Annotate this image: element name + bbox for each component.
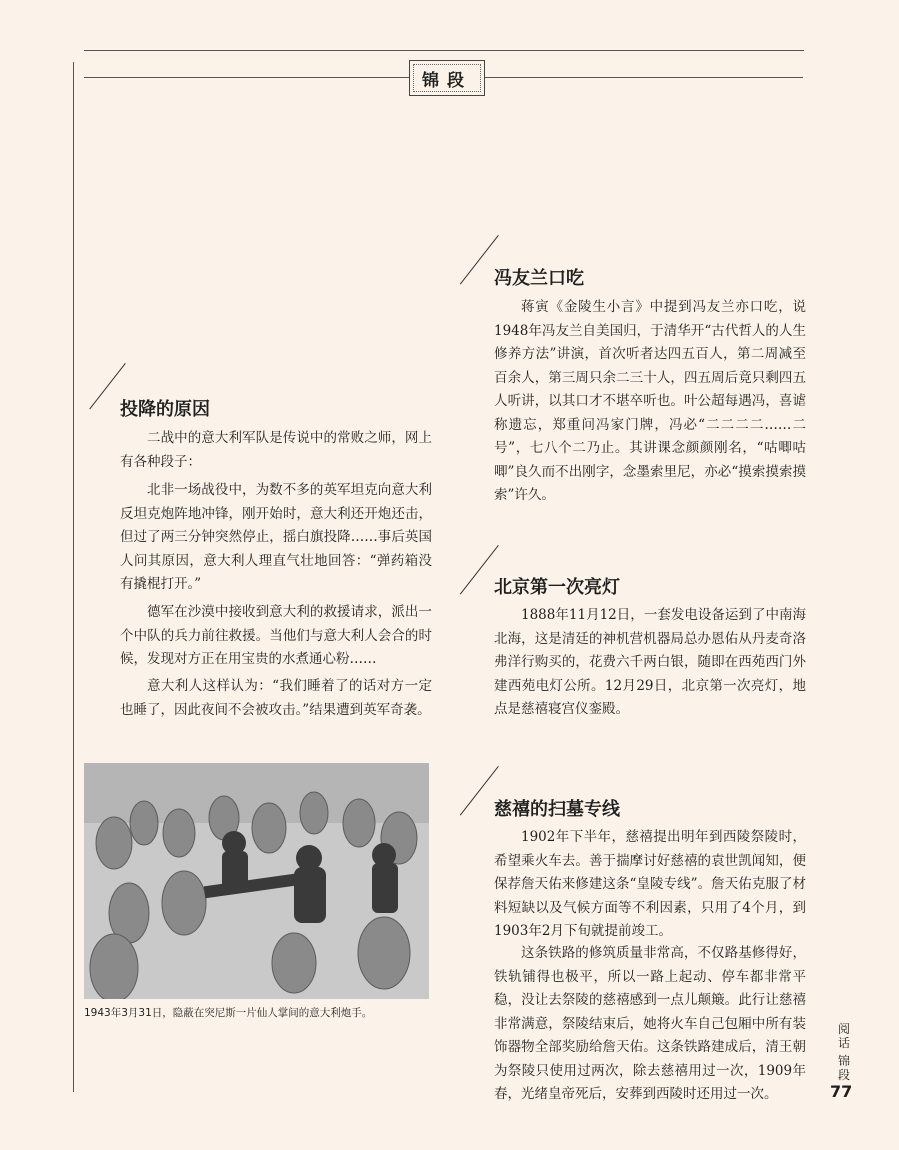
paragraph: 1902年下半年，慈禧提出明年到西陵祭陵时，希望乘火车去。善于揣摩讨好慈禧的袁世凯闻知，便保荐詹天佑来修建这条“皇陵专线”。詹天佑克服了材料短缺以及气候方面等不利因素，只用了4个月，到1903年2月下旬就提前竣工。 [494,829,806,939]
header-rule-left [84,77,409,78]
column-label [836,1022,852,1082]
historical-photo [84,763,429,999]
section-title-surrender: 投降的原因 [120,399,210,420]
photo-caption: 1943年3月31日，隐蔽在突尼斯一片仙人掌间的意大利炮手。 [84,1007,373,1019]
section-header-title: 锦段 [422,70,472,91]
top-rule [84,50,804,51]
paragraph: 二战中的意大利军队是传说中的常败之师，网上有各种段子： [120,430,432,470]
header-rule-right [483,77,803,78]
section-slash-mark [460,766,499,815]
column-label-bottom: 锦段 [837,1054,850,1082]
paragraph: 德军在沙漠中接收到意大利的救援请求，派出一个中队的兵力前往救援。当他们与意大利人会合的时候，发现对方正在用宝贵的水煮通心粉…… [120,604,432,667]
paragraph: 北非一场战役中，为数不多的英军坦克向意大利反坦克炮阵地冲锋，刚开始时，意大利还开炮还击，但过了两三分钟突然停止，摇白旗投降……事后英国人问其原因，意大利人理直气壮地回答：“弹药箱没有撬棍打开。” [120,482,432,592]
column-label-top: 阅话 [837,1022,850,1050]
page-number: 77 [830,1082,853,1101]
paragraph: 这条铁路的修筑质量非常高，不仅路基修得好，铁轨铺得也极平，所以一路上起动、停车都非常平稳，没让去祭陵的慈禧感到一点儿颠簸。此行让慈禧非常满意，祭陵结束后，她将火车自己包厢中所有装饰器物全部奖励给詹天佑。这条铁路建成后，清王朝为祭陵只使用过两次，除去慈禧用过一次，1909年春，光绪皇帝死后，安葬到西陵时还用过一次。 [494,945,806,1102]
section-header-box [409,60,485,96]
paragraph: 1888年11月12日，一套发电设备运到了中南海北海，这是清廷的神机营机器局总办恩佑从丹麦奇洛弗洋行购买的，花费六千两白银，随即在西苑西门外建西苑电灯公所。12月29日，北京第一次亮灯，地点是慈禧寝宫仪銮殿。 [494,607,806,717]
section-slash-mark [460,545,499,594]
paragraph: 蒋寅《金陵生小言》中提到冯友兰亦口吃，说1948年冯友兰自美国归，于清华开“古代哲人的人生修养方法”讲演，首次听者达四五百人，第二周减至百余人，第三周只余二三十人，四五周后竟只剩四五人听讲，以其口才不堪卒听也。叶公超每遇冯，喜谑称遗忘，郑重问冯家门牌，冯必“二二二二……二号”，七八个二乃止。其讲课念颜颜刚名，“咕唧咕唧”良久而不出刚字，念墨索里尼，亦必“摸索摸索摸索”许久。 [494,299,806,503]
left-border [73,62,74,1092]
section-title-beijing: 北京第一次亮灯 [494,577,620,598]
cactus-soldiers-illustration [84,763,429,999]
section-title-cixi: 慈禧的扫墓专线 [494,799,620,820]
section-slash-mark [460,235,499,284]
section-title-feng: 冯友兰口吃 [494,268,584,289]
paragraph: 意大利人这样认为：“我们睡着了的话对方一定也睡了，因此夜间不会被攻击。”结果遭到英军奇袭。 [120,678,432,718]
